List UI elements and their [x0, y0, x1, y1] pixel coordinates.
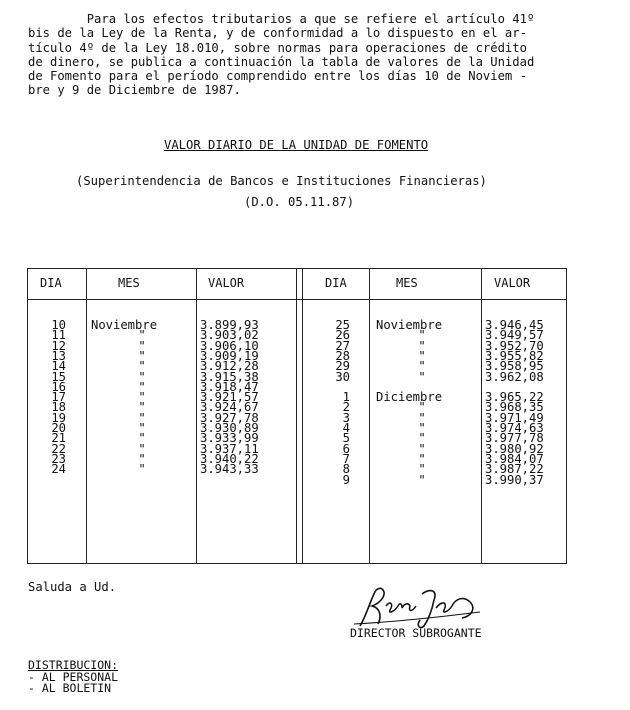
distribution-item: - AL BOLETIN	[28, 681, 112, 695]
uf-values-table	[27, 268, 567, 564]
intro-paragraph	[28, 12, 618, 98]
day-cell-left: 23	[51, 451, 66, 466]
header-dia-left: DIA	[40, 276, 62, 290]
day-cell-right: 6	[342, 441, 350, 456]
month-cell-left: "	[138, 338, 146, 353]
month-cell-right: "	[418, 431, 426, 446]
column-divider	[196, 269, 197, 563]
salutation: Saluda a Ud.	[28, 580, 117, 594]
value-cell-left: 3.937,11	[200, 441, 259, 456]
month-cell-left: "	[138, 359, 146, 374]
value-cell-left: 3.899,93	[200, 318, 259, 332]
header-mes-right: MES	[396, 276, 418, 290]
value-cell-right: 3.968,35	[485, 400, 544, 415]
distribution-heading: DISTRIBUCION:	[28, 658, 119, 672]
signer-title: DIRECTOR SUBROGANTE	[350, 626, 482, 640]
month-cell-left: "	[138, 390, 146, 405]
value-cell-left: 3.940,22	[200, 451, 259, 466]
month-cell-right: "	[418, 451, 426, 466]
day-cell-right: 26	[335, 328, 350, 343]
month-cell-left: "	[138, 369, 146, 384]
value-cell-left: 3.909,19	[200, 348, 259, 363]
value-cell-left: 3.933,99	[200, 431, 259, 446]
month-cell-left: Noviembre	[91, 318, 158, 332]
value-cell-left: 3.924,67	[200, 400, 259, 415]
month-cell-left: "	[138, 410, 146, 425]
intro-line: de dinero, se publica a continuación la tabla de valores de la Unidad	[28, 54, 535, 69]
value-cell-right: 3.955,82	[485, 348, 544, 363]
month-cell-right: Diciembre	[376, 390, 443, 405]
value-cell-right: 3.952,70	[485, 338, 544, 353]
column-divider	[296, 269, 297, 563]
day-cell-left: 13	[51, 348, 66, 363]
month-cell-right: "	[418, 338, 426, 353]
month-cell-right: "	[418, 441, 426, 456]
value-cell-left: 3.927,78	[200, 410, 259, 425]
day-cell-right: 25	[335, 318, 350, 332]
intro-line: de Fomento para el período comprendido entre los días 10 de Noviem -	[28, 69, 527, 84]
month-cell-left: "	[138, 441, 146, 456]
month-cell-right: "	[418, 359, 426, 374]
day-cell-right: 9	[342, 472, 350, 487]
day-cell-left: 16	[51, 379, 66, 394]
value-cell-left: 3.943,33	[200, 462, 259, 477]
day-cell-right: 28	[335, 348, 350, 363]
header-mes-left: MES	[118, 276, 140, 290]
column-divider	[369, 269, 370, 563]
day-cell-left: 20	[51, 421, 66, 435]
month-cell-right: "	[418, 328, 426, 343]
value-cell-left: 3.918,47	[200, 379, 259, 394]
day-cell-right: 4	[342, 421, 350, 435]
month-cell-right: "	[418, 462, 426, 477]
value-cell-left: 3.930,89	[200, 421, 259, 435]
value-cell-right: 3.987,22	[485, 462, 544, 477]
distribution-list	[28, 660, 118, 695]
value-cell-left: 3.921,57	[200, 390, 259, 405]
day-cell-right: 2	[342, 400, 350, 415]
value-cell-right: 3.984,07	[485, 451, 544, 466]
month-cell-left: "	[138, 328, 146, 343]
day-cell-left: 22	[51, 441, 66, 456]
day-cell-right: 5	[342, 431, 350, 446]
header-valor-right: VALOR	[494, 276, 531, 290]
table-title: VALOR DIARIO DE LA UNIDAD DE FOMENTO	[164, 138, 429, 152]
month-cell-left: "	[138, 421, 146, 435]
day-cell-right: 3	[342, 410, 350, 425]
intro-line: Para los efectos tributarios a que se refiere el artículo 41º	[28, 12, 535, 26]
day-cell-left: 17	[51, 390, 66, 405]
month-cell-left: "	[138, 400, 146, 415]
header-dia-right: DIA	[325, 276, 347, 290]
value-cell-left: 3.903,02	[200, 328, 259, 343]
column-divider	[86, 269, 87, 563]
column-divider	[481, 269, 482, 563]
month-cell-right: "	[418, 369, 426, 384]
value-cell-right: 3.962,08	[485, 369, 544, 384]
month-cell-right: Noviembre	[376, 318, 443, 332]
value-cell-right: 3.980,92	[485, 441, 544, 456]
day-cell-left: 12	[51, 338, 66, 353]
header-valor-left: VALOR	[208, 276, 245, 290]
month-cell-right: "	[418, 400, 426, 415]
value-cell-left: 3.906,10	[200, 338, 259, 353]
day-cell-right: 7	[342, 451, 350, 466]
day-cell-right: 29	[335, 359, 350, 374]
header-divider	[28, 299, 566, 300]
value-cell-right: 3.958,95	[485, 359, 544, 374]
month-cell-right: "	[418, 472, 426, 487]
column-divider	[302, 269, 303, 563]
day-cell-right: 30	[335, 369, 350, 384]
month-cell-left: "	[138, 451, 146, 466]
value-cell-left: 3.912,28	[200, 359, 259, 374]
month-cell-left: "	[138, 431, 146, 446]
day-cell-left: 21	[51, 431, 66, 446]
day-cell-left: 19	[51, 410, 66, 425]
distribution-item: - AL PERSONAL	[28, 669, 119, 684]
value-cell-right: 3.971,49	[485, 410, 544, 425]
value-cell-right: 3.974,63	[485, 421, 544, 435]
day-cell-left: 10	[51, 318, 66, 332]
day-cell-right: 8	[342, 462, 350, 477]
day-cell-left: 18	[51, 400, 66, 415]
month-cell-right: "	[418, 410, 426, 425]
value-cell-right: 3.949,57	[485, 328, 544, 343]
issuer-subtitle: (Superintendencia de Bancos e Instituciones Financieras)	[76, 174, 487, 188]
month-cell-left: "	[138, 379, 146, 394]
month-cell-right: "	[418, 348, 426, 363]
month-cell-left: "	[138, 348, 146, 363]
intro-line: bis de la Ley de la Renta, y de conformidad a lo dispuesto en el ar-	[28, 26, 527, 41]
value-cell-right: 3.977,78	[485, 431, 544, 446]
intro-line: bre y 9 de Diciembre de 1987.	[28, 83, 241, 98]
day-cell-left: 15	[51, 369, 66, 384]
month-cell-left: "	[138, 462, 146, 477]
day-cell-right: 1	[342, 390, 350, 405]
day-cell-left: 24	[51, 462, 66, 477]
day-cell-right: 27	[335, 338, 350, 353]
value-cell-right: 3.965,22	[485, 390, 544, 405]
value-cell-left: 3.915,38	[200, 369, 259, 384]
day-cell-left: 11	[51, 328, 66, 343]
value-cell-right: 3.946,45	[485, 318, 544, 332]
month-cell-right: "	[418, 421, 426, 435]
day-cell-left: 14	[51, 359, 66, 374]
intro-line: tículo 4º de la Ley 18.010, sobre normas para operaciones de crédito	[28, 40, 527, 55]
value-cell-right: 3.990,37	[485, 472, 544, 487]
official-gazette-reference: (D.O. 05.11.87)	[244, 195, 355, 209]
